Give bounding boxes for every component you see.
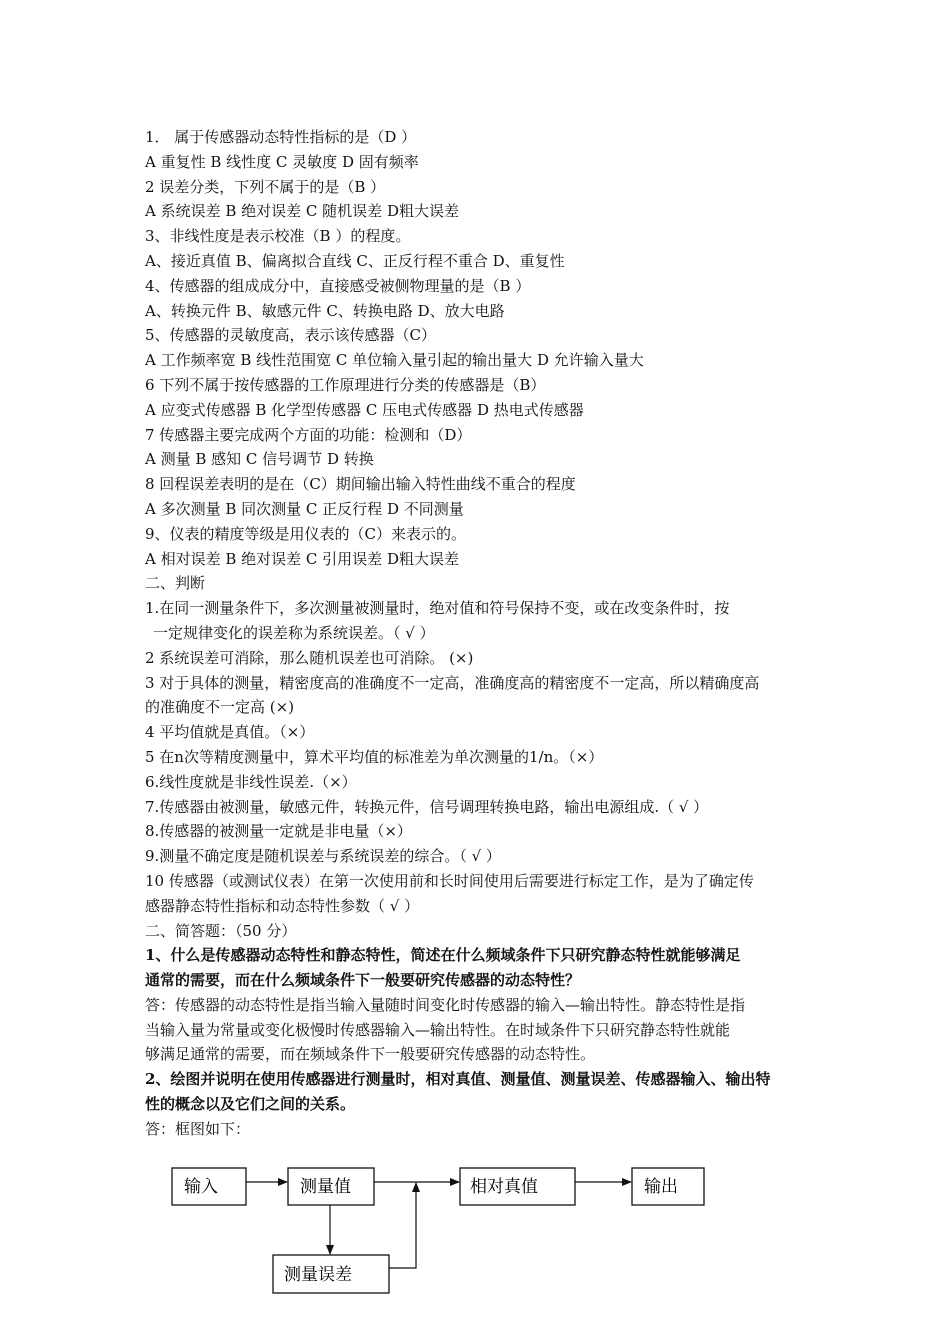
text-line: 1． 属于传感器动态特性指标的是（D ）	[145, 128, 417, 146]
text-line: A 工作频率宽 B 线性范围宽 C 单位输入量引起的输出量大 D 允许输入量大	[145, 351, 644, 370]
text-line: 二、简答题：（50 分）	[145, 921, 297, 940]
text-line: 2 误差分类，下列不属于的是（B ）	[145, 177, 386, 196]
text-line: A 系统误差 B 绝对误差 C 随机误差 D粗大误差	[145, 202, 459, 221]
text-line: A 测量 B 感知 C 信号调节 D 转换	[145, 450, 374, 469]
text-line: A、接近真值 B、偏离拟合直线 C、正反行程不重合 D、重复性	[145, 251, 565, 270]
text-line: 性的概念以及它们之间的关系。	[145, 1095, 356, 1114]
text-line: 3 对于具体的测量，精密度高的准确度不一定高，准确度高的精密度不一定高，所以精确度高	[145, 673, 760, 692]
arrow-error-feedback	[389, 1183, 416, 1268]
text-line: 5 在n次等精度测量中，算术平均值的标准差为单次测量的1/n。（×）	[145, 747, 604, 766]
document-body	[145, 125, 810, 1142]
label-relative-true-value: 相对真值	[470, 1177, 538, 1197]
text-line: 当输入量为常量或变化极慢时传感器输入—输出特性。在时域条件下只研究静态特性就能	[145, 1020, 731, 1039]
text-line: 一定规律变化的误差称为系统误差。（ √ ）	[153, 623, 435, 642]
text-line: A 多次测量 B 同次测量 C 正反行程 D 不同测量	[145, 499, 464, 518]
text-line: 8 回程误差表明的是在（C）期间输出输入特性曲线不重合的程度	[145, 475, 576, 494]
text-line: 二、判断	[145, 574, 206, 593]
text-line: 5、传感器的灵敏度高，表示该传感器（C）	[145, 326, 437, 345]
text-line: 8.传感器的被测量一定就是非电量（×）	[145, 822, 412, 841]
text-line: 7.传感器由被测量，敏感元件，转换元件，信号调理转换电路，输出电源组成.（ √ ）	[145, 797, 709, 816]
text-line: 1、什么是传感器动态特性和静态特性，简述在什么频域条件下只研究静态特性就能够满足	[145, 946, 741, 965]
block-diagram	[160, 1155, 720, 1305]
text-line: 6.线性度就是非线性误差.（×）	[145, 772, 357, 791]
text-line: A 重复性 B 线性度 C 灵敏度 D 固有频率	[145, 152, 419, 171]
text-line: 的准确度不一定高 (×)	[145, 698, 295, 717]
text-line: 4 平均值就是真值。（×）	[145, 723, 315, 742]
text-line: 2 系统误差可消除，那么随机误差也可消除。 (×)	[145, 648, 474, 667]
text-line: 答：传感器的动态特性是指当输入量随时间变化时传感器的输入—输出特性。静态特性是指	[145, 995, 746, 1014]
text-line: A 应变式传感器 B 化学型传感器 C 压电式传感器 D 热电式传感器	[145, 400, 584, 419]
text-line: 答：框图如下：	[145, 1119, 251, 1138]
label-measured-value: 测量值	[300, 1177, 351, 1197]
label-output: 输出	[644, 1177, 678, 1197]
text-line: A、转换元件 B、敏感元件 C、转换电路 D、放大电路	[145, 301, 505, 320]
block-diagram-svg	[160, 1155, 720, 1305]
text-line: 2、绘图并说明在使用传感器进行测量时，相对真值、测量值、测量误差、传感器输入、输出特	[145, 1070, 771, 1089]
text-line: A 相对误差 B 绝对误差 C 引用误差 D粗大误差	[145, 549, 459, 568]
text-line: 感器静态特性指标和动态特性参数（ √ ）	[145, 896, 420, 915]
text-line: 通常的需要，而在什么频域条件下一般要研究传感器的动态特性？	[145, 971, 581, 990]
text-line: 1.在同一测量条件下，多次测量被测量时，绝对值和符号保持不变，或在改变条件时，按	[145, 599, 730, 618]
text-line: 9、仪表的精度等级是用仪表的（C）来表示的。	[145, 524, 467, 543]
text-line: 7 传感器主要完成两个方面的功能：检测和（D）	[145, 425, 472, 444]
label-input: 输入	[184, 1177, 218, 1197]
text-line: 够满足通常的需要，而在频域条件下一般要研究传感器的动态特性。	[145, 1045, 596, 1064]
text-line: 6 下列不属于按传感器的工作原理进行分类的传感器是（B）	[145, 375, 546, 394]
text-line: 4、传感器的组成成分中，直接感受被侧物理量的是（B ）	[145, 276, 531, 295]
label-measurement-error: 测量误差	[284, 1265, 352, 1285]
text-line: 3、非线性度是表示校准（B ）的程度。	[145, 227, 411, 246]
text-line: 9.测量不确定度是随机误差与系统误差的综合。（ √ ）	[145, 847, 501, 866]
text-line: 10 传感器（或测试仪表）在第一次使用前和长时间使用后需要进行标定工作，是为了确定传	[145, 871, 754, 890]
